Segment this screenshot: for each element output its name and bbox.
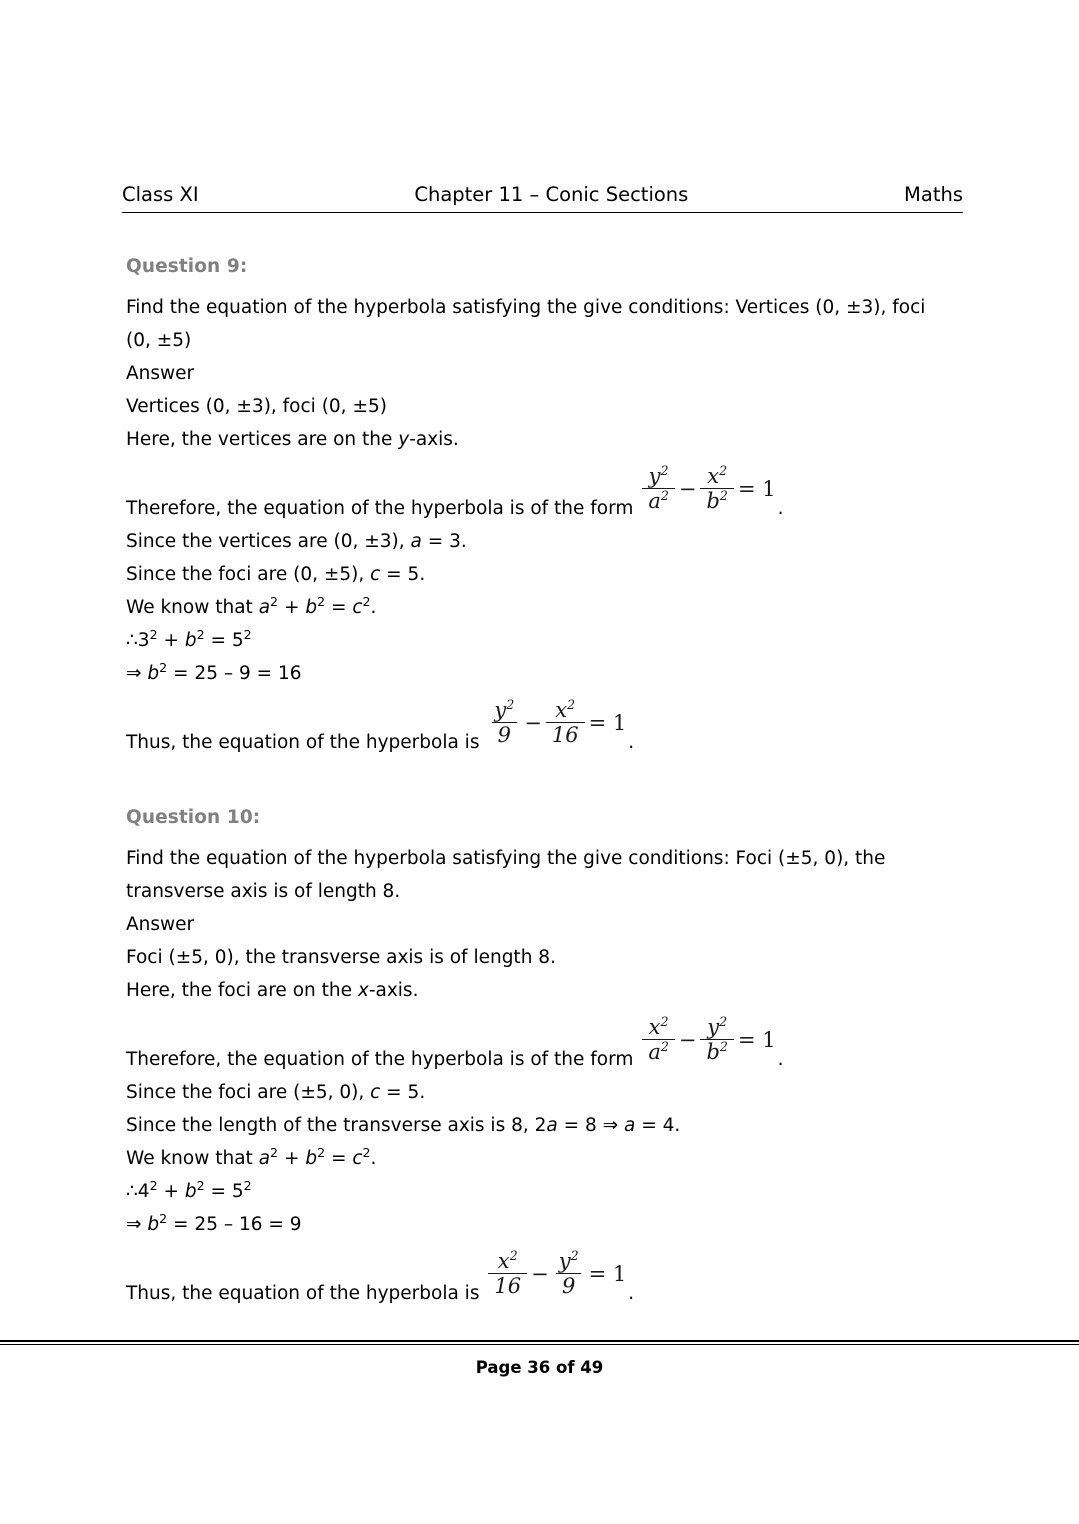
question-block-9: [126, 256, 946, 759]
final-answer-line-9: [126, 697, 946, 759]
result-10: ⇒ $b^2 = 25 - 16 = 9$: [126, 1211, 302, 1236]
axis-statement-9-prefix: Here, the vertices are on the: [126, 429, 399, 450]
step-line-10-0: Since the foci are (±5, 0), c = 5.: [126, 1082, 426, 1104]
final-answer-tail-10: .: [628, 1283, 635, 1305]
fraction-numerator: $x^2$: [497, 1248, 518, 1274]
question-block-10: [126, 807, 946, 1310]
spacer: [126, 1007, 946, 1029]
standard-form-tail-9: .: [777, 498, 784, 520]
equation-rhs: = 1: [737, 477, 776, 502]
page-number: Page 36 of 49: [475, 1358, 604, 1378]
minus-operator: −: [524, 711, 542, 736]
question-prompt-9-line1: Find the equation of the hyperbola satisfying the give conditions: Vertices (0, ±3), foci: [126, 297, 926, 318]
fraction-numerator: $y^2$: [558, 1248, 579, 1274]
question-prompt-10-line2: transverse axis is of length 8.: [126, 881, 401, 903]
known-relation-9: We know that $a^2 + b^2 = c^2$.: [126, 593, 377, 619]
axis-statement-9-suffix: -axis.: [409, 429, 459, 450]
axis-statement-10: [126, 974, 946, 1007]
fraction-numerator: $x^2$: [707, 463, 728, 488]
given-conditions-10: Foci (±5, 0), the transverse axis is of length 8.: [126, 947, 556, 969]
minus-operator: −: [678, 1028, 697, 1053]
fraction-first: [642, 1016, 675, 1063]
final-answer-equation-10: [487, 1250, 626, 1297]
axis-statement-10-variable: x: [357, 980, 369, 1002]
substitution-10: $\therefore 4^2 + b^2 = 5^2$: [126, 1178, 252, 1203]
fraction-second: [546, 699, 585, 746]
fraction-first: [488, 1250, 527, 1297]
fraction-first: [642, 465, 675, 512]
fraction-denominator: 16: [546, 722, 585, 746]
therefore-symbol: ∴: [126, 1181, 138, 1203]
final-answer-equation-9: [487, 699, 626, 746]
equation-rhs: = 1: [588, 1262, 627, 1287]
transverse-axis-line-10: Since the length of the transverse axis is 8, 2a = 8 ⇒ a = 4.: [126, 1115, 681, 1137]
given-conditions-9: Vertices (0, ±3), foci (0, ±5): [126, 396, 387, 417]
fraction-denominator: $b^2$: [700, 1039, 733, 1063]
fraction-second: [553, 1250, 585, 1297]
implies-arrow: ⇒: [126, 663, 148, 685]
fraction-numerator: $x^2$: [648, 1014, 669, 1040]
final-answer-lead-9: Thus, the equation of the hyperbola is: [126, 732, 486, 754]
fraction-numerator: $y^2$: [494, 697, 515, 723]
fraction-numerator: $x^2$: [555, 697, 576, 723]
question-prompt-9-line2: (0, ±5): [126, 330, 192, 351]
equation-rhs: = 1: [737, 1028, 776, 1053]
axis-statement-9: [126, 423, 946, 456]
header-subject-label: Maths: [904, 183, 963, 206]
therefore-symbol: ∴: [126, 630, 138, 652]
question-prompt-10-line1: Find the equation of the hyperbola satisfying the give conditions: Foci (±5, 0), the: [126, 848, 886, 870]
standard-form-lead-9: Therefore, the equation of the hyperbola is of the form: [126, 498, 640, 520]
standard-form-line-9: [126, 463, 946, 525]
step-line-9-1: Since the foci are (0, ±5), c = 5.: [126, 564, 426, 586]
fraction-first: [488, 699, 520, 746]
final-answer-line-10: [126, 1248, 946, 1310]
running-footer: [0, 1340, 1079, 1377]
header-class-label: Class XI: [122, 183, 199, 206]
equation-rhs: = 1: [588, 711, 627, 736]
running-header: [122, 183, 963, 213]
step-line-9-0: Since the vertices are (0, ±3), a = 3.: [126, 531, 467, 553]
header-chapter-title: Chapter 11 – Conic Sections: [414, 183, 689, 206]
fraction-denominator: $a^2$: [642, 488, 675, 512]
question-heading-10: Question 10:: [126, 807, 261, 829]
answer-label-10: Answer: [126, 914, 195, 936]
implies-arrow: ⇒: [126, 1214, 148, 1236]
footer-rule-thin: [0, 1344, 1079, 1345]
fraction-numerator: $y^2$: [707, 1014, 728, 1040]
axis-statement-10-prefix: Here, the foci are on the: [126, 980, 358, 1002]
fraction-denominator: 9: [556, 1273, 581, 1297]
axis-statement-10-suffix: -axis.: [368, 980, 419, 1002]
question-heading-9: Question 9:: [126, 256, 248, 277]
axis-statement-9-variable: y: [398, 429, 410, 450]
standard-form-equation-9: [641, 465, 775, 512]
page-content: [126, 256, 946, 1310]
fraction-numerator: $y^2$: [648, 463, 669, 488]
result-9: ⇒ $b^2 = 25 - 9 = 16$: [126, 659, 302, 685]
fraction-second: [700, 1016, 733, 1063]
standard-form-tail-10: .: [777, 1049, 784, 1071]
minus-operator: −: [531, 1262, 549, 1287]
fraction-second: [700, 465, 733, 512]
minus-operator: −: [678, 477, 697, 502]
standard-form-line-10: [126, 1014, 946, 1076]
known-relation-10: We know that $a^2 + b^2 = c^2$.: [126, 1145, 377, 1170]
fraction-denominator: $a^2$: [642, 1039, 675, 1063]
standard-form-equation-10: [641, 1016, 775, 1063]
spacer: [126, 456, 946, 478]
answer-label-9: Answer: [126, 363, 195, 384]
final-answer-tail-9: .: [628, 732, 635, 754]
fraction-denominator: 16: [488, 1273, 527, 1297]
fraction-denominator: 9: [492, 722, 517, 746]
substitution-9: $\therefore 3^2 + b^2 = 5^2$: [126, 626, 252, 652]
fraction-denominator: $b^2$: [700, 488, 733, 512]
standard-form-lead-10: Therefore, the equation of the hyperbola is of the form: [126, 1049, 640, 1071]
final-answer-lead-10: Thus, the equation of the hyperbola is: [126, 1283, 486, 1305]
